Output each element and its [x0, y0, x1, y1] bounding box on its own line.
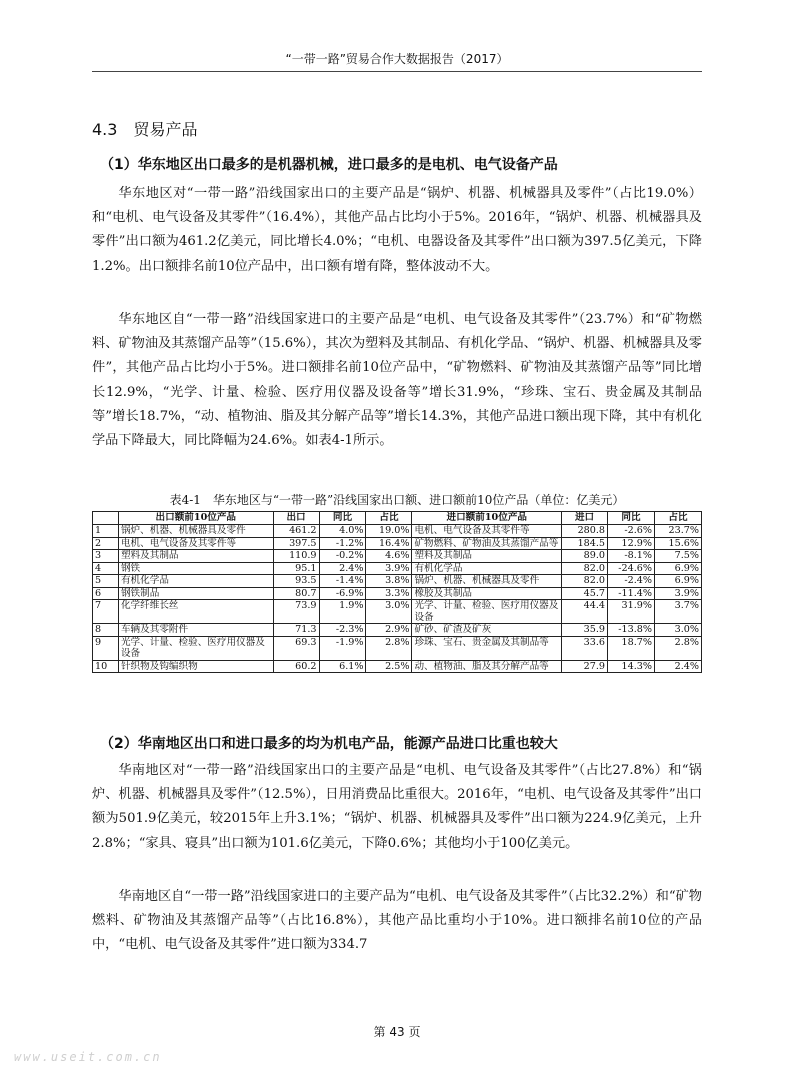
- import-product-cell: 锅炉、机器、机械器具及零件: [412, 575, 562, 588]
- export-share-cell: 3.8%: [366, 575, 412, 588]
- export-share-cell: 3.3%: [366, 587, 412, 600]
- import-share-cell: 6.9%: [655, 562, 702, 575]
- import-value-cell: 89.0: [562, 550, 608, 563]
- export-yoy-cell: -1.4%: [319, 575, 366, 588]
- import-yoy-cell: -2.4%: [608, 575, 655, 588]
- export-value-cell: 69.3: [273, 636, 319, 660]
- rank-cell: 1: [93, 525, 119, 538]
- paragraph-south-import: 华南地区自“一带一路”沿线国家进口的主要产品为“电机、电气设备及其零件”（占比32.2%）和“矿物燃料、矿物油及其蒸馏产品等”（占比16.8%），其他产品比重均小于10%。进口额排名前10位的产品中，“电机、电气设备及其零件”进口额为334.7: [92, 889, 702, 953]
- import-share-cell: 23.7%: [655, 525, 702, 538]
- import-yoy-cell: -13.8%: [608, 624, 655, 637]
- export-value-cell: 80.7: [273, 587, 319, 600]
- export-yoy-cell: -6.9%: [319, 587, 366, 600]
- header-import-yoy: 同比: [608, 512, 655, 525]
- export-share-cell: 2.5%: [366, 660, 412, 673]
- export-value-cell: 95.1: [273, 562, 319, 575]
- import-share-cell: 2.4%: [655, 660, 702, 673]
- import-yoy-cell: 14.3%: [608, 660, 655, 673]
- rank-cell: 10: [93, 660, 119, 673]
- table-row: [93, 600, 702, 624]
- rank-cell: 6: [93, 587, 119, 600]
- import-share-cell: 7.5%: [655, 550, 702, 563]
- import-product-cell: 动、植物油、脂及其分解产品等: [412, 660, 562, 673]
- import-value-cell: 82.0: [562, 575, 608, 588]
- export-yoy-cell: -1.2%: [319, 537, 366, 550]
- export-value-cell: 73.9: [273, 600, 319, 624]
- import-share-cell: 2.8%: [655, 636, 702, 660]
- subheading-south-china: （2）华南地区出口和进口最多的均为机电产品，能源产品进口比重也较大: [100, 736, 558, 752]
- export-share-cell: 2.9%: [366, 624, 412, 637]
- header-export-value: 出口: [273, 512, 319, 525]
- header-export-share: 占比: [366, 512, 412, 525]
- table-row: [93, 660, 702, 673]
- import-yoy-cell: -24.6%: [608, 562, 655, 575]
- export-share-cell: 3.9%: [366, 562, 412, 575]
- export-product-cell: 钢铁制品: [118, 587, 273, 600]
- export-yoy-cell: -2.3%: [319, 624, 366, 637]
- export-product-cell: 针织物及钩编织物: [118, 660, 273, 673]
- export-yoy-cell: -1.9%: [319, 636, 366, 660]
- table-caption: 表4-1 华东地区与“一带一路”沿线国家出口额、进口额前10位产品（单位：亿美元）: [169, 493, 625, 507]
- table-header-row: [93, 512, 702, 525]
- rank-cell: 2: [93, 537, 119, 550]
- import-product-cell: 塑料及其制品: [412, 550, 562, 563]
- rank-cell: 9: [93, 636, 119, 660]
- table-row: [93, 537, 702, 550]
- rank-cell: 8: [93, 624, 119, 637]
- import-yoy-cell: 31.9%: [608, 600, 655, 624]
- watermark: www.useit.com.cn: [14, 1050, 162, 1064]
- rank-cell: 3: [93, 550, 119, 563]
- export-yoy-cell: 2.4%: [319, 562, 366, 575]
- import-value-cell: 33.6: [562, 636, 608, 660]
- rank-cell: 5: [93, 575, 119, 588]
- subheading-east-china: （1）华东地区出口最多的是机器机械，进口最多的是电机、电气设备产品: [100, 157, 558, 173]
- section-title: 4.3 贸易产品: [92, 120, 198, 139]
- export-product-cell: 车辆及其零附件: [118, 624, 273, 637]
- import-product-cell: 电机、电气设备及其零件等: [412, 525, 562, 538]
- table-row: [93, 550, 702, 563]
- import-yoy-cell: 12.9%: [608, 537, 655, 550]
- export-yoy-cell: 4.0%: [319, 525, 366, 538]
- export-product-cell: 塑料及其制品: [118, 550, 273, 563]
- import-value-cell: 44.4: [562, 600, 608, 624]
- page-number: 第 43 页: [373, 1025, 421, 1039]
- import-yoy-cell: -2.6%: [608, 525, 655, 538]
- table-row: [93, 562, 702, 575]
- export-product-cell: 钢铁: [118, 562, 273, 575]
- export-product-cell: 光学、计量、检验、医疗用仪器及设备: [118, 636, 273, 660]
- import-value-cell: 27.9: [562, 660, 608, 673]
- table-row: [93, 624, 702, 637]
- table-row: [93, 636, 702, 660]
- header-import-share: 占比: [655, 512, 702, 525]
- export-value-cell: 71.3: [273, 624, 319, 637]
- trade-products-table: [92, 511, 702, 673]
- import-yoy-cell: -11.4%: [608, 587, 655, 600]
- paragraph-south-export: 华南地区对“一带一路”沿线国家出口的主要产品是“电机、电气设备及其零件”（占比27.8%）和“锅炉、机器、机械器具及零件”（12.5%），日用消费品比重很大。2016年，“电机、电气设备及其零件”出口额为501.9亿美元，较2015年上升3.1%；“锅炉、机器、机械器具及零件”出口额为224.9亿美元，上升2.8%；“家具、寝具”出口额为101.6亿美元，下降0.6%；其他均小于100亿美元。: [92, 763, 702, 851]
- export-share-cell: 19.0%: [366, 525, 412, 538]
- header-export-product: 出口额前10位产品: [118, 512, 273, 525]
- export-value-cell: 93.5: [273, 575, 319, 588]
- running-header: “一带一路”贸易合作大数据报告（2017）: [285, 52, 509, 66]
- table-row: [93, 525, 702, 538]
- export-product-cell: 锅炉、机器、机械器具及零件: [118, 525, 273, 538]
- export-value-cell: 397.5: [273, 537, 319, 550]
- import-share-cell: 3.7%: [655, 600, 702, 624]
- export-share-cell: 16.4%: [366, 537, 412, 550]
- header-import-value: 进口: [562, 512, 608, 525]
- export-yoy-cell: 1.9%: [319, 600, 366, 624]
- export-yoy-cell: -0.2%: [319, 550, 366, 563]
- import-product-cell: 光学、计量、检验、医疗用仪器及设备: [412, 600, 562, 624]
- import-product-cell: 有机化学品: [412, 562, 562, 575]
- import-value-cell: 82.0: [562, 562, 608, 575]
- export-product-cell: 电机、电气设备及其零件等: [118, 537, 273, 550]
- import-value-cell: 184.5: [562, 537, 608, 550]
- header-export-yoy: 同比: [319, 512, 366, 525]
- export-share-cell: 4.6%: [366, 550, 412, 563]
- header-import-product: 进口额前10位产品: [412, 512, 562, 525]
- import-share-cell: 6.9%: [655, 575, 702, 588]
- import-share-cell: 3.0%: [655, 624, 702, 637]
- export-value-cell: 60.2: [273, 660, 319, 673]
- import-product-cell: 珍珠、宝石、贵金属及其制品等: [412, 636, 562, 660]
- import-share-cell: 15.6%: [655, 537, 702, 550]
- rank-cell: 7: [93, 600, 119, 624]
- rank-cell: 4: [93, 562, 119, 575]
- import-product-cell: 矿砂、矿渣及矿灰: [412, 624, 562, 637]
- export-share-cell: 3.0%: [366, 600, 412, 624]
- export-product-cell: 化学纤维长丝: [118, 600, 273, 624]
- import-product-cell: 橡胶及其制品: [412, 587, 562, 600]
- import-product-cell: 矿物燃料、矿物油及其蒸馏产品等: [412, 537, 562, 550]
- export-product-cell: 有机化学品: [118, 575, 273, 588]
- export-value-cell: 461.2: [273, 525, 319, 538]
- export-value-cell: 110.9: [273, 550, 319, 563]
- import-value-cell: 280.8: [562, 525, 608, 538]
- header-rule: [92, 71, 702, 72]
- paragraph-east-export: 华东地区对“一带一路”沿线国家出口的主要产品是“锅炉、机器、机械器具及零件”（占比19.0%）和“电机、电气设备及其零件”（16.4%），其他产品占比均小于5%。2016年，“锅炉、机器、机械器具及零件”出口额为461.2亿美元，同比增长4.0%；“电机、电器设备及其零件”出口额为397.5亿美元，下降1.2%。出口额排名前10位产品中，出口额有增有降，整体波动不大。: [92, 186, 702, 274]
- header-rank: [93, 512, 119, 525]
- paragraph-east-import: 华东地区自“一带一路”沿线国家进口的主要产品是“电机、电气设备及其零件”（23.7%）和“矿物燃料、矿物油及其蒸馏产品等”（15.6%），其次为塑料及其制品、有机化学品、“锅炉、机器、机械器具及零件”，其他产品占比均小于5%。进口额排名前10位产品中，“矿物燃料、矿物油及其蒸馏产品等”同比增长12.9%，“光学、计量、检验、医疗用仪器及设备等”增长31.9%，“珍珠、宝石、贵金属及其制品等”增长18.7%，“动、植物油、脂及其分解产品等”增长14.3%，其他产品进口额出现下降，其中有机化学品下降最大，同比降幅为24.6%。如表4-1所示。: [92, 312, 702, 449]
- import-yoy-cell: 18.7%: [608, 636, 655, 660]
- import-value-cell: 45.7: [562, 587, 608, 600]
- import-share-cell: 3.9%: [655, 587, 702, 600]
- export-yoy-cell: 6.1%: [319, 660, 366, 673]
- import-yoy-cell: -8.1%: [608, 550, 655, 563]
- export-share-cell: 2.8%: [366, 636, 412, 660]
- table-row: [93, 587, 702, 600]
- import-value-cell: 35.9: [562, 624, 608, 637]
- table-row: [93, 575, 702, 588]
